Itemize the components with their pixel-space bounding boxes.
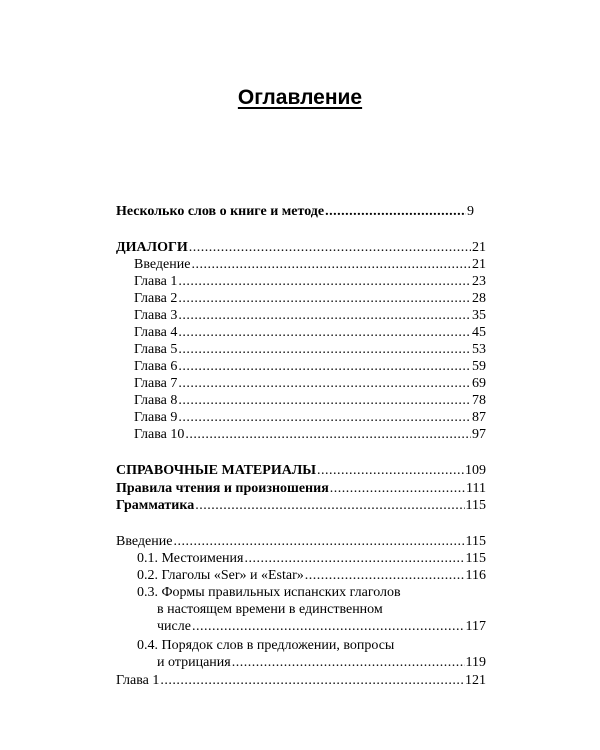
dot-leader xyxy=(173,534,464,550)
toc-entry-page: 115 xyxy=(465,534,486,549)
toc-entry-page: 45 xyxy=(472,325,486,340)
toc-entry-label: Глава 3 xyxy=(134,308,178,323)
dot-leader xyxy=(305,568,465,584)
toc-entry-label: Глава 1 xyxy=(116,673,160,688)
toc-entry-page: 111 xyxy=(466,481,486,496)
toc-entry-page: 21 xyxy=(472,240,486,255)
toc-entry-label: Глава 1 xyxy=(134,274,178,289)
toc-entry[interactable] xyxy=(134,291,486,307)
toc-entry-label: Глава 4 xyxy=(134,325,178,340)
toc-entry-label: Глава 6 xyxy=(134,359,178,374)
toc-entry-page: 53 xyxy=(472,342,486,357)
toc-entry[interactable] xyxy=(134,359,486,375)
toc-entry-label: Введение xyxy=(116,534,173,549)
toc-entry[interactable] xyxy=(116,481,486,497)
dot-leader xyxy=(191,257,471,273)
toc-entry-label: СПРАВОЧНЫЕ МАТЕРИАЛЫ xyxy=(116,463,316,478)
toc-entry-label: Глава 5 xyxy=(134,342,178,357)
toc-entry-label: Глава 9 xyxy=(134,410,178,425)
toc-entry-line: 0.3. Формы правильных испанских глаголов xyxy=(137,585,401,600)
toc-entry[interactable] xyxy=(134,410,486,426)
toc-entry[interactable] xyxy=(134,308,486,324)
toc-entry-label: ДИАЛОГИ xyxy=(116,240,188,255)
toc-entry[interactable] xyxy=(137,568,486,584)
dot-leader xyxy=(178,325,471,341)
dot-leader xyxy=(195,498,464,514)
toc-entry-label: числе xyxy=(157,619,191,634)
toc-entry-line: в настоящем времени в единственном xyxy=(157,602,383,617)
toc-entry-page: 119 xyxy=(465,655,486,670)
toc-entry-page: 78 xyxy=(472,393,486,408)
toc-entry-label: и отрицания xyxy=(157,655,231,670)
dot-leader xyxy=(317,463,464,479)
toc-entry[interactable] xyxy=(134,376,486,392)
dot-leader xyxy=(189,240,471,256)
dot-leader xyxy=(330,481,465,497)
dot-leader xyxy=(178,274,471,290)
toc-entry-page: 9 xyxy=(467,204,474,219)
dot-leader xyxy=(178,393,471,409)
toc-entry[interactable] xyxy=(157,619,486,635)
toc-entry-label: Глава 2 xyxy=(134,291,178,306)
toc-entry[interactable] xyxy=(134,393,486,409)
toc-entry[interactable] xyxy=(116,498,486,514)
toc-entry-label: Глава 8 xyxy=(134,393,178,408)
toc-entry-page: 21 xyxy=(472,257,486,272)
toc-entry[interactable] xyxy=(134,342,486,358)
toc-entry-page: 23 xyxy=(472,274,486,289)
toc-entry[interactable] xyxy=(134,427,486,443)
toc-entry-page: 28 xyxy=(472,291,486,306)
toc-entry[interactable] xyxy=(157,655,486,671)
toc-entry[interactable] xyxy=(116,673,486,689)
dot-leader xyxy=(178,376,471,392)
dot-leader xyxy=(192,619,465,635)
toc-entry-label: Глава 10 xyxy=(134,427,185,442)
toc-section-reference[interactable] xyxy=(116,463,486,479)
toc-entry-page: 116 xyxy=(465,568,486,583)
toc-entry-page: 35 xyxy=(472,308,486,323)
toc-entry-page: 115 xyxy=(465,551,486,566)
toc-entry-page: 69 xyxy=(472,376,486,391)
toc-entry-label: Грамматика xyxy=(116,498,195,513)
toc-entry-page: 115 xyxy=(465,498,486,513)
toc-section-dialogues[interactable] xyxy=(116,240,486,256)
toc-entry[interactable] xyxy=(134,325,486,341)
dot-leader xyxy=(178,308,471,324)
dot-leader xyxy=(325,204,466,220)
dot-leader xyxy=(232,655,465,671)
toc-entry[interactable] xyxy=(134,274,486,290)
dot-leader xyxy=(178,359,471,375)
toc-entry-label: Правила чтения и произношения xyxy=(116,481,329,496)
dot-leader xyxy=(185,427,471,443)
toc-entry-label: Введение xyxy=(134,257,191,272)
toc-entry-page: 59 xyxy=(472,359,486,374)
toc-entry[interactable] xyxy=(137,551,486,567)
dot-leader xyxy=(178,291,471,307)
dot-leader xyxy=(178,410,471,426)
toc-entry-page: 121 xyxy=(465,673,486,688)
toc-entry-page: 117 xyxy=(465,619,486,634)
toc-entry-label: Несколько слов о книге и методе xyxy=(116,204,325,219)
toc-entry-line: 0.4. Порядок слов в предложении, вопросы xyxy=(137,638,395,653)
toc-entry-page: 97 xyxy=(472,427,486,442)
toc-entry-page: 109 xyxy=(465,463,486,478)
toc-entry[interactable] xyxy=(134,257,486,273)
toc-entry-label: Глава 7 xyxy=(134,376,178,391)
page-title: Оглавление xyxy=(237,86,363,109)
dot-leader xyxy=(178,342,471,358)
toc-entry-label: 0.1. Местоимения xyxy=(137,551,244,566)
toc-entry-intro[interactable] xyxy=(116,204,474,220)
dot-leader xyxy=(244,551,464,567)
toc-entry[interactable] xyxy=(116,534,486,550)
dot-leader xyxy=(160,673,464,689)
toc-entry-label: 0.2. Глаголы «Ser» и «Estar» xyxy=(137,568,304,583)
toc-entry-page: 87 xyxy=(472,410,486,425)
